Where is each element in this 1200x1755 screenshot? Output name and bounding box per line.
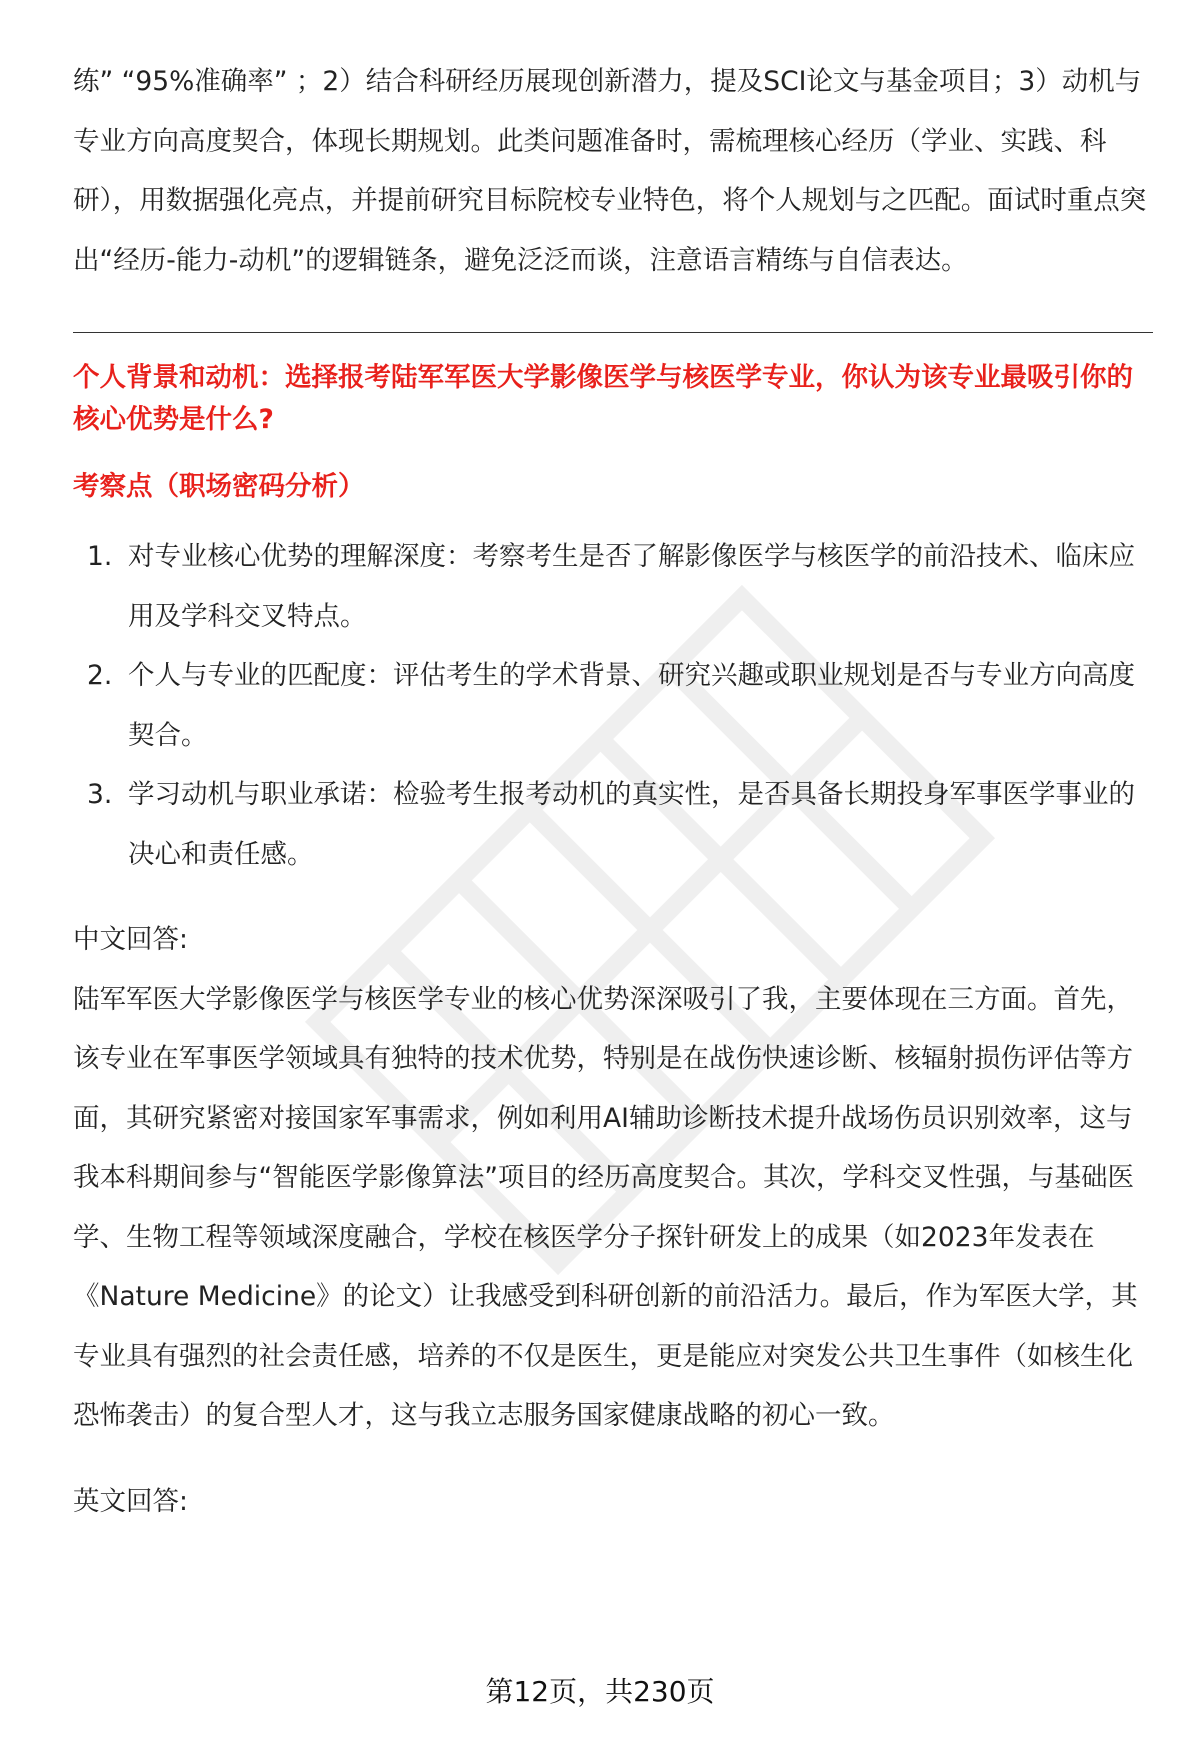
chinese-answer-text: 陆军军医大学影像医学与核医学专业的核心优势深深吸引了我，主要体现在三方面。首先，该专业在军事医学领域具有独特的技术优势，特别是在战伤快速诊断、核辐射损伤评估等方面，其研究紧密对接国家军事需求，例如利用AI辅助诊断技术提升战场伤员识别效率，这与我本科期间参与“智能医学影像算法”项目的经历高度契合。其次，学科交叉性强，与基础医学、生物工程等领域深度融合，学校在核医学分子探针研发上的成果（如2023年发表在《Nature Medicine》的论文）让我感受到科研创新的前沿活力。最后，作为军医大学，其专业具有强烈的社会责任感，培养的不仅是医生，更是能应对突发公共卫生事件（如核生化恐怖袭击）的复合型人才，这与我立志服务国家健康战略的初心一致。 <box>73 983 1138 1431</box>
list-number: 3. <box>87 779 113 810</box>
list-number: 1. <box>87 541 113 572</box>
english-answer-label: 英文回答: <box>73 1485 188 1517</box>
assessment-item-3 <box>73 765 1153 884</box>
assessment-item-1 <box>73 527 1153 646</box>
section-divider <box>73 332 1153 333</box>
list-number: 2. <box>87 660 113 691</box>
assessment-heading: 考察点（职场密码分析） <box>73 471 365 502</box>
question-title: 个人背景和动机：选择报考陆军军医大学影像医学与核医学专业，你认为该专业最吸引你的核心优势是什么? <box>73 362 1133 435</box>
list-item-text: 对专业核心优势的理解深度：考察考生是否了解影像医学与核医学的前沿技术、临床应用及学科交叉特点。 <box>128 541 1135 632</box>
intro-paragraph: 练” “95%准确率” ；2）结合科研经历展现创新潜力，提及SCI论文与基金项目；3）动机与专业方向高度契合，体现长期规划。此类问题准备时，需梳理核心经历（学业、实践、科研），用数据强化亮点，并提前研究目标院校专业特色，将个人规划与之匹配。面试时重点突出“经历-能力-动机”的逻辑链条，避免泛泛而谈，注意语言精练与自信表达。 <box>73 66 1147 276</box>
assessment-list <box>73 527 1153 884</box>
assessment-item-2 <box>73 646 1153 765</box>
main-content <box>73 52 1153 1531</box>
list-item-text: 个人与专业的匹配度：评估考生的学术背景、研究兴趣或职业规划是否与专业方向高度契合。 <box>128 660 1135 751</box>
list-item-text: 学习动机与职业承诺：检验考生报考动机的真实性，是否具备长期投身军事医学事业的决心和责任感。 <box>128 779 1135 870</box>
chinese-answer-label: 中文回答: <box>73 924 188 955</box>
page-footer: 第12页，共230页 <box>485 1675 715 1708</box>
